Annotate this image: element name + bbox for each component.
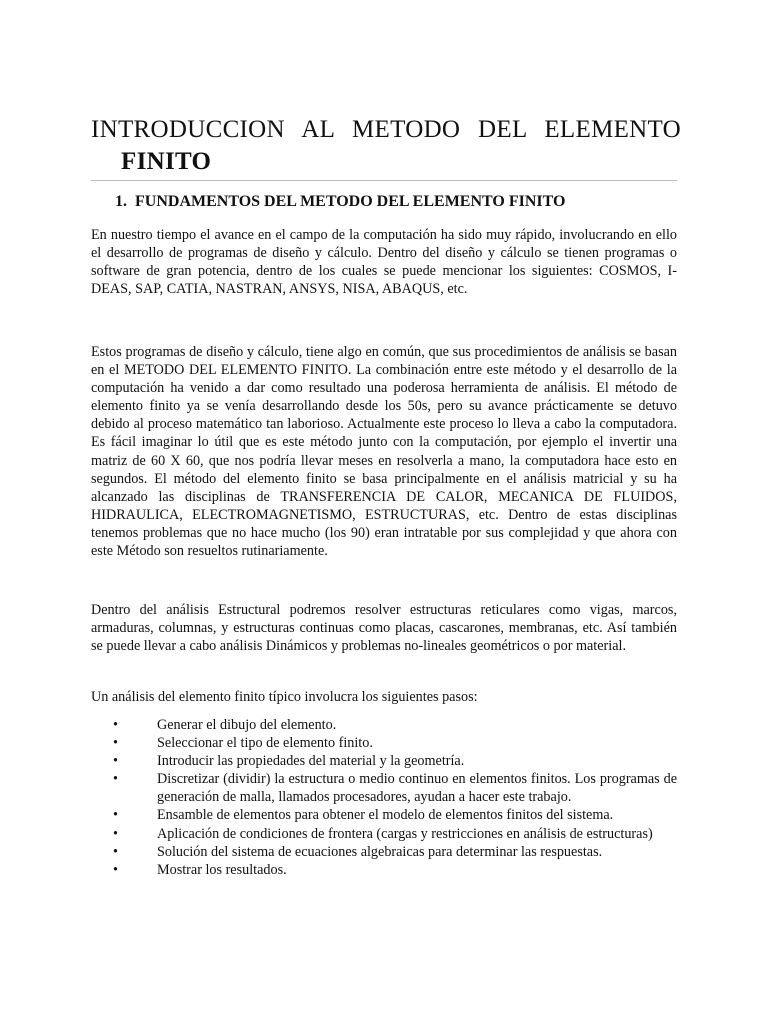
list-item (91, 734, 677, 752)
list-item (91, 806, 677, 824)
list-item (91, 825, 677, 843)
title-divider (91, 180, 677, 181)
paragraph-structural-analysis: Dentro del análisis Estructural podremos resolver estructuras reticulares como vigas, marcos, armaduras, columnas, y estructuras continuas como placas, cascarones, membranas, etc. Así también se puede llevar a cabo análisis Dinámicos y problemas no-lineales geométricos o por material. (91, 602, 677, 655)
document-title-line-1: INTRODUCCION AL METODO DEL ELEMENTO (91, 116, 681, 143)
list-item-text: Introducir las propiedades del material y la geometría. (157, 753, 465, 770)
bullet-icon: • (113, 735, 118, 752)
bullet-icon: • (113, 861, 118, 878)
bullet-icon: • (113, 843, 118, 860)
paragraph-steps-intro: Un análisis del elemento finito típico involucra los siguientes pasos: (91, 689, 478, 705)
paragraph-intro: En nuestro tiempo el avance en el campo de la computación ha sido muy rápido, involucrando en ello el desarrollo de programas de diseño y cálculo. Dentro del diseño y cálculo se tienen programas o software de gran potencia, dentro de los cuales se puede mencionar los siguientes: COSMOS, I- DEAS, SAP, CATIA, NASTRAN, ANSYS, NISA, ABAQUS, etc. (91, 227, 677, 298)
section-title: FUNDAMENTOS DEL METODO DEL ELEMENTO FINITO (135, 193, 566, 210)
bullet-icon: • (113, 807, 118, 824)
list-item-text: Aplicación de condiciones de frontera (cargas y restricciones en análisis de estructuras) (157, 825, 653, 842)
section-number: 1. (115, 193, 127, 210)
list-item-text: Discretizar (dividir) la estructura o medio continuo en elementos finitos. Los programas de generación de malla, llamados procesadores, ayudan a hacer este trabajo. (157, 771, 677, 806)
list-item (91, 861, 677, 879)
list-item (91, 770, 677, 806)
list-item (91, 843, 677, 861)
steps-list (91, 716, 677, 879)
list-item-text: Generar el dibujo del elemento. (157, 717, 337, 733)
list-item-text: Ensamble de elementos para obtener el modelo de elementos finitos del sistema. (157, 807, 614, 824)
section-heading (115, 193, 565, 211)
list-item-text: Seleccionar el tipo de elemento finito. (157, 735, 373, 752)
list-item-text: Mostrar los resultados. (157, 861, 287, 878)
bullet-icon: • (113, 825, 118, 842)
bullet-icon: • (113, 717, 118, 733)
bullet-icon: • (113, 771, 118, 788)
list-item (91, 716, 677, 734)
bullet-icon: • (113, 753, 118, 770)
paragraph-programs: Estos programas de diseño y cálculo, tiene algo en común, que sus procedimientos de análisis se basan en el METODO DEL ELEMENTO FINITO. La combinación entre este método y el desarrollo de la computación ha venido a dar como resultado una poderosa herramienta de análisis. El método de elemento finito ya se venía desarrollando desde los 50s, pero su avance prácticamente se detuvo debido al proceso matemático tan laborioso. Actualmente este proceso lo lleva a cabo la computadora. Es fácil imaginar lo útil que es este método junto con la computación, por ejemplo el invertir una matriz de 60 X 60, que nos podría llevar meses en resolverla a mano, la computadora hace esto en segundos. El método del elemento finito se basa principalmente en el análisis matricial y su ha alcanzado las disciplinas de TRANSFERENCIA DE CALOR, MECANICA DE FLUIDOS, HIDRAULICA, ELECTROMAGNETISMO, ESTRUCTURAS, etc. Dentro de estas disciplinas tenemos problemas que no hace mucho (los 90) eran intratable por sus complejidad y que ahora con este Método son resueltos rutinariamente. (91, 344, 677, 560)
document-title-line-2: FINITO (121, 148, 212, 175)
list-item (91, 752, 677, 770)
list-item-text: Solución del sistema de ecuaciones algebraicas para determinar las respuestas. (157, 843, 603, 860)
